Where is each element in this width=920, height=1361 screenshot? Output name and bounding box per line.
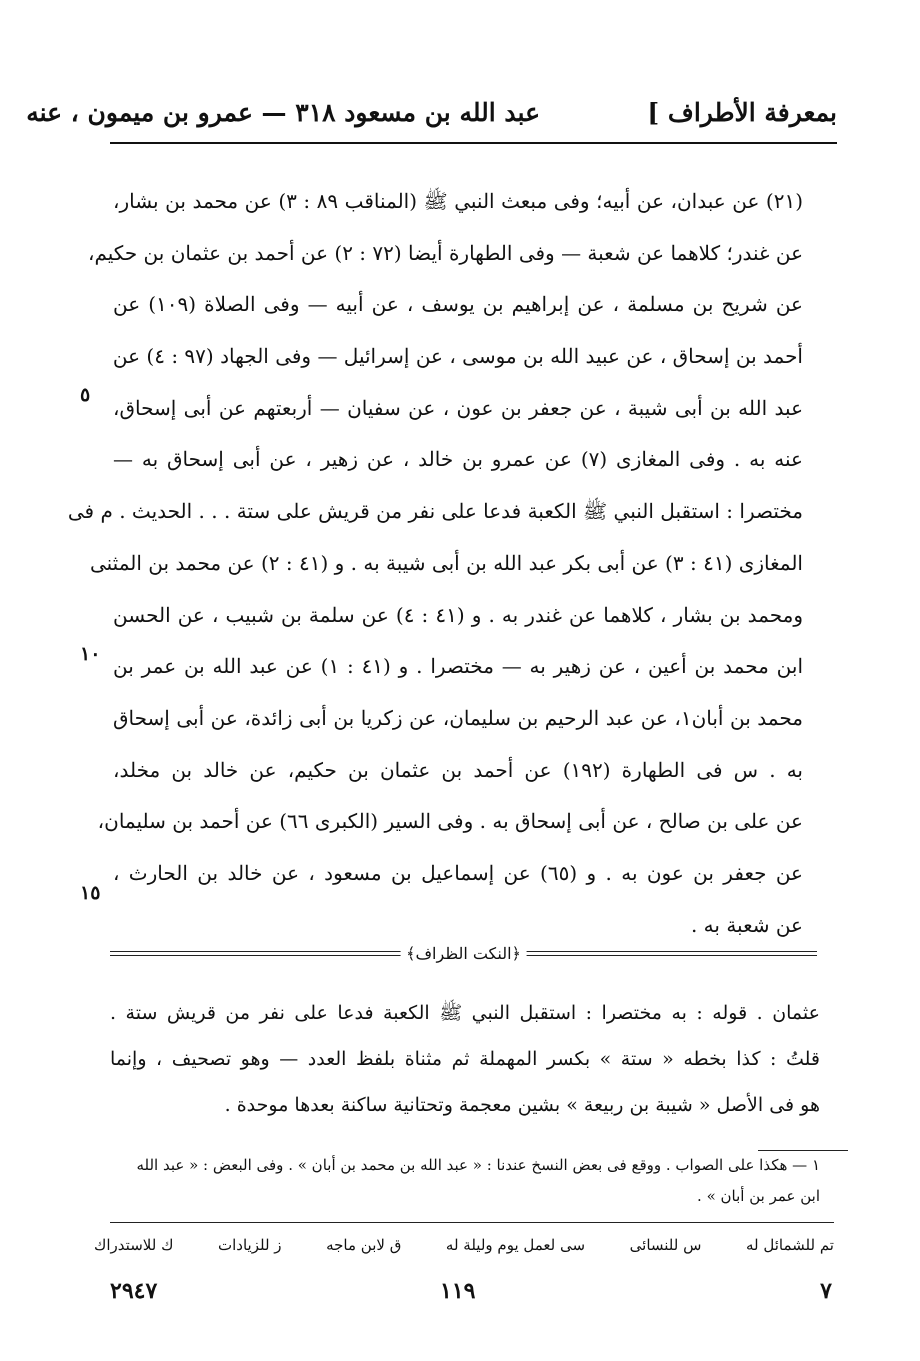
text-line: ابن محمد بن أعين ، عن زهير به — مختصرا . و (٤١ : ١) عن عبد الله بن عمر بن [113,654,804,679]
note-line: هو فى الأصل « شيبة بن ربيعة » بشين معجمة وتحتانية ساكنة بعدها موحدة . [224,1094,820,1116]
footnote [100,1150,820,1212]
text-line: ومحمد بن بشار ، كلاهما عن غندر به . و (٤١ : ٤) عن سلمة بن شبيب ، عن الحسن [113,602,803,627]
note-line: عثمان . قوله : به مختصرا : استقبل النبي ﷺ الكعبة فدعا على نفر من قريش ستة . [110,1002,820,1024]
separator-label: ﴿النكت الظراف﴾ [400,944,527,963]
text-line: عن جعفر بن عون به . و (٦٥) عن إسماعيل بن مسعود ، عن خالد بن الحارث ، [113,860,803,885]
running-header-title: عبد الله بن مسعود ٣١٨ — عمرو بن ميمون ، عنه [26,98,540,127]
text-line: به . س فى الطهارة (١٩٢) عن أحمد بن عثمان بن حكيم، عن خالد بن مخلد، [113,757,803,782]
legend-item: تم للشمائل له [745,1236,834,1254]
footnote-line: ١ — هكذا على الصواب . ووقع فى بعض النسخ عندنا : « عبد الله بن محمد بن أبان » . وفى البعض : « عبد الله [136,1156,820,1174]
running-header-right: بمعرفة الأطراف ] [647,98,837,127]
text-line: مختصرا : استقبل النبي ﷺ الكعبة فدعا على نفر من قريش على ستة . . . الحديث . م فى [67,499,803,524]
section-separator [110,942,817,972]
header-rule [110,142,837,144]
legend-item: ك للاستدراك [94,1236,174,1254]
notes-section [110,990,820,1128]
line-number: ١٥ [80,882,101,904]
legend-item: سى لعمل يوم وليلة له [445,1236,586,1254]
text-line: المغازى (٤١ : ٣) عن أبى بكر عبد الله بن أبى شيبة به . و (٤١ : ٢) عن محمد بن المثنى [89,550,803,575]
volume-number: ٧ [820,1278,832,1304]
text-line: عن شريح بن مسلمة ، عن إبراهيم بن يوسف ، عن أبيه — وفى الصلاة (١٠٩) عن [113,292,803,317]
text-line: عن شعبة به . [690,912,803,937]
legend-rule [110,1222,834,1223]
footnote-line: ابن عمر بن أبان » . [697,1187,820,1205]
line-number: ١٠ [80,643,101,665]
legend-item: ق لابن ماجه [326,1236,402,1254]
legend-item: ز للزيادات [218,1236,282,1254]
text-line: عن غندر؛ كلاهما عن شعبة — وفى الطهارة أيضا (٧٢ : ٢) عن أحمد بن عثمان بن حكيم، [87,240,803,265]
text-line: (٢١) عن عبدان، عن أبيه؛ وفى مبعث النبي ﷺ (المناقب ٨٩ : ٣) عن محمد بن بشار، [113,189,803,213]
text-line: عبد الله بن أبى شيبة ، عن جعفر بن عون ، عن سفيان — أربعتهم عن أبى إسحاق، [113,395,803,420]
text-line: عنه به . وفى المغازى (٧) عن عمرو بن خالد ، عن زهير ، عن أبى إسحاق به — [113,447,803,472]
line-number: ٥ [80,384,91,406]
page-number: ١١٩ [440,1278,476,1304]
legend-item: س للنسائى [629,1236,702,1254]
note-line: قلتُ : كذا بخطه « ستة » بكسر المهملة ثم مثناة بلفظ العدد — وهو تصحيف ، وإنما [110,1048,820,1070]
text-line: محمد بن أبان١، عن عبد الرحيم بن سليمان، عن زكريا بن أبى زائدة، عن أبى إسحاق [113,705,803,730]
abbreviation-legend [94,1236,834,1254]
text-line: عن على بن صالح ، عن أبى إسحاق به . وفى السير (الكبرى ٦٦) عن أحمد بن سليمان، [97,809,803,834]
edition-page-number: ٢٩٤٧ [110,1278,158,1304]
text-line: أحمد بن إسحاق ، عن عبيد الله بن موسى ، عن إسرائيل — وفى الجهاد (٩٧ : ٤) عن [112,344,803,369]
